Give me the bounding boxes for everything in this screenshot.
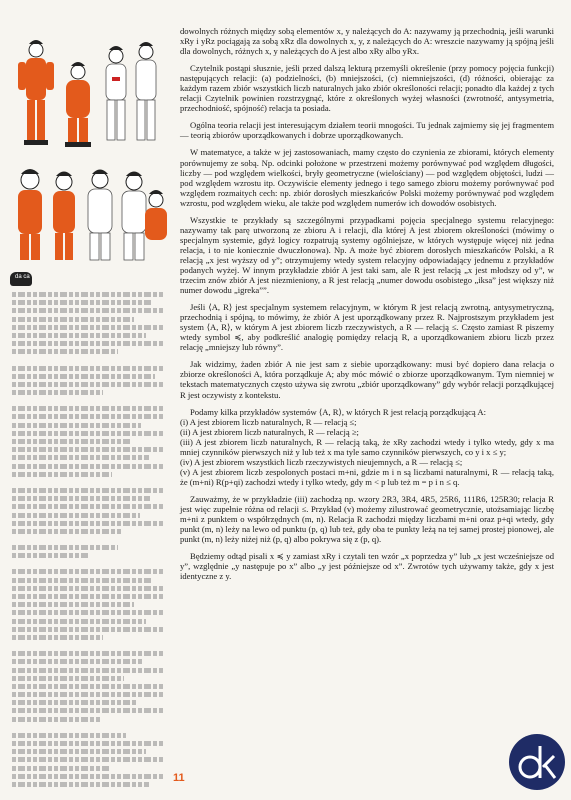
main-text-column: [180, 26, 554, 588]
figure-orange-1: [18, 40, 54, 145]
paragraph-10: Będziemy odtąd pisali x ≼ y zamiast xRy i czytali ten wzór „x poprzedza y” lub „x jest wcześniejsze od y”, względnie „y następuje po x” albo „y jest późniejsze od x”. Zwrotów tych używamy także, gdy x jest identyczne z y.: [180, 551, 554, 582]
paragraph-9: Zauważmy, że w przykładzie (iii) zachodzą np. wzory 2R3, 3R4, 4R5, 25R6, 111R6, 125R30; relacja R jest więc zupełnie różna od relacji ≤. Przykład (v) możemy zilustrować geometrycznie, utożsamiając liczbę m+ni z punktem o współrzędnych (m, n). Relacja R zachodzi między liczbami m+ni oraz p+qi wtedy, gdy punkt (m, n) leży na lewo od punktu (p, q) lub też, gdy oba te punkty leżą na tej samej prostej pionowej, ale punkt (m, n) leży niżej niż (p, q) albo pokrywa się z (p, q).: [180, 493, 554, 545]
figure-white-1: [106, 46, 126, 140]
figure-white-2: [136, 42, 156, 140]
paragraph-3: Ogólna teoria relacji jest interesującym działem teorii mnogości. Tu jednak zajmiemy się jej fragmentem — teorią zbiorów uporządkowanych i dobrze uporządkowanych.: [180, 120, 554, 141]
paragraph-1: dowolnych różnych między sobą elementów x, y należących do A: nazywamy ją przechodnią, jeśli warunki xRy i yRz pociągają za sobą xRz dla dowolnych x, y, z należących do A: wreszcie nazywamy ją spójną jeśli dla dowolnych, różnych x, y należących do A jest albo xRy albo yRx.: [180, 26, 554, 57]
bug-icon: da ca: [10, 272, 32, 286]
figure-orange-2: [65, 62, 91, 147]
paragraph-5: Wszystkie te przykłady są szczególnymi przypadkami pojęcia specjalnego systemu relacyjnego: nazywamy tak parę utworzoną ze zbioru A i relacji, dla której A jest zbiorem określoności (mówimy o specjalnym systemie, gdyż logicy rozpatrują systemy ogólniejsze, w których występuje więcej niż jedna relacja, i to nie koniecznie dwuczłonowa). Np. A może być zbiorem dorosłych mieszkańców Polski, a R relacją „x jest wyższy od y”; otrzymujemy wtedy system relacyjny odpowiadający jednemu z przykładów podanych wyżej. W innym przykładzie zbiór A jest taki sam, ale R jest relacją „x jest młodszy od y”, w trzecim znów zbiór A jest niezmieniony, a R jest relacją „numer dowodu osobistego „iksa” jest większy niż numer dowodu „igreka””.: [180, 214, 554, 296]
illustration-middle: [8, 160, 168, 270]
dk-logo-icon: [509, 734, 565, 790]
paragraph-7: Jak widzimy, żaden zbiór A nie jest sam z siebie uporządkowany: musi być dopiero dana relacja o zbiorze określoności A, która porządkuje A; aby móc mówić o zbiorze uporządkowanym. Tym niemniej w tekstach matematycznych często używa się zwrotu „zbiór uporządkowany” gdy wybór relacji porządkującej R jest oczywisty z kontekstu.: [180, 359, 554, 400]
sidebar-notes: [12, 292, 164, 792]
paragraph-8: Podamy kilka przykładów systemów ⟨A, R⟩, w których R jest relacją porządkującą A: (i) A jest zbiorem liczb naturalnych, R — relacją ≤; (ii) A jest zbiorem liczb naturalnych, R — relacją ≥; (iii) A jest zbiorem liczb naturalnych, R — relacją taką, że xRy zachodzi wtedy i tylko wtedy, gdy x ma mniej czynników pierwszych niż y lub też x ma tyle samo czynników pierwszych, co y i x ≤ y; (iv) A jest zbiorem wszystkich liczb rzeczywistych nieujemnych, a R — relacją ≤; (v) A jest zbiorem liczb zespolonych postaci m+ni, gdzie m i n są liczbami naturalnymi, R — relacją taką, że (m+ni) R(p+qi) zachodzi wtedy i tylko wtedy, gdy m < p lub też m = p i n ≤ q.: [180, 406, 554, 487]
paragraph-4: W matematyce, a także w jej zastosowaniach, mamy często do czynienia ze zbiorami, których elementy porównujemy ze sobą. Np. odcinki położone w przestrzeni możemy porównywać pod względem długości, liczby — pod względem wielkości, bryły geometryczne (wielościany) — pod względem objętości, ludzi — pod względem wzrostu itp. Oczywiście elementy jednego i tego samego zbioru możemy porównywać pod względem rozmaitych cech: np. zbiór dorosłych mieszkańców Polski możemy porównywać pod względem wzrostu, pod względem wieku, ale także pod względem numerów ich dowodów osobistych.: [180, 147, 554, 208]
paragraph-6: Jeśli ⟨A, R⟩ jest specjalnym systemem relacyjnym, w którym R jest relacją zwrotną, antysymetryczną, przechodnią i spójną, to mówimy, że zbiór A jest uporządkowany przez R. Najprostszym przykładem jest system ⟨A, R⟩, w którym A jest zbiorem liczb rzeczywistych, a R — relacją ≤. Często zamiast R piszemy wtedy symbol ≼, aby podkreślić analogię pomiędzy relacją R, a uporządkowaniem zbioru liczb przez relację „mniejszy lub równy”.: [180, 302, 554, 353]
page-number: 11: [173, 772, 185, 784]
illustration-top: [8, 22, 158, 157]
paragraph-2: Czytelnik postąpi słusznie, jeśli przed dalszą lekturą przemyśli określenie (przy pomocy pojęcia funkcji) następujących relacji: (a) podzielności, (b) mniejszości, (c) niemniejszości, (d) różności, obierając za każdym razem zbiór wszystkich liczb naturalnych jako zbiór określoności relacji; ponadto dla każdej z tych relacji Czytelnik powinien rozstrzygnąć, które z określonych wyżej własności (zwrotność, antysymetria, przechodniość, spójność) relacja ta posiada.: [180, 63, 554, 114]
